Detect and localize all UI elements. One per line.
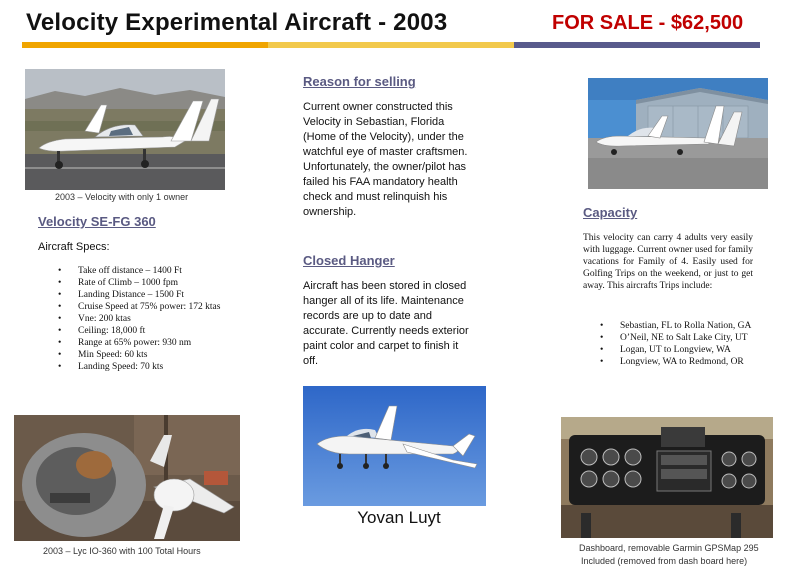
trips-list — [586, 320, 762, 368]
aircraft-flight-photo — [303, 386, 486, 506]
page-title: Velocity Experimental Aircraft - 2003 — [26, 9, 448, 36]
list-item: • Vne: 200 ktas — [44, 313, 244, 325]
rule-navy-segment — [514, 42, 760, 48]
list-item: • Landing Distance – 1500 Ft — [44, 289, 244, 301]
dashboard-photo — [561, 417, 773, 538]
photo-caption: Included (removed from dash board here) — [581, 556, 748, 566]
specs-list — [44, 265, 244, 373]
photo-caption: 2003 – Velocity with only 1 owner — [55, 192, 189, 202]
owner-name: Yovan Luyt — [357, 508, 441, 527]
list-item: • Take off distance – 1400 Ft — [44, 265, 244, 277]
list-item: • Range at 65% power: 930 nm — [44, 337, 244, 349]
rule-orange-segment — [22, 42, 268, 48]
list-item: • Cruise Speed at 75% power: 172 ktas — [44, 301, 244, 313]
list-item: • Rate of Climb – 1000 fpm — [44, 277, 244, 289]
reason-heading: Reason for selling — [303, 74, 416, 89]
list-item: • Longview, WA to Redmond, OR — [586, 356, 762, 368]
photo-caption: Dashboard, removable Garmin GPSMap 295 — [579, 543, 759, 553]
capacity-body: This velocity can carry 4 adults very easily with luggage. Current owner used for family vacations for Family of 4. Easily used for Golfing Trips on the weekend, or just to get away. This aircrafts Trips include: — [583, 233, 753, 291]
aircraft-hangar-photo — [588, 78, 768, 189]
aircraft-runway-photo — [25, 69, 225, 190]
rule-gold-segment — [268, 42, 514, 48]
reason-body: Current owner constructed this Velocity in Sebastian, Florida (Home of the Velocity), under the watchful eye of master craftsmen. Unfortunately, the owner/pilot has failed his FAA mandatory health check and must relinquish his ownership. — [303, 101, 468, 218]
specs-heading: Velocity SE-FG 360 — [38, 214, 156, 229]
engine-photo — [14, 415, 240, 541]
photo-caption: 2003 – Lyc IO-360 with 100 Total Hours — [43, 546, 201, 556]
hangar-body: Aircraft has been stored in closed hanger all of its life. Maintenance records are up to date and accurate. Currently needs exterior paint color and carpet to finish it off. — [303, 280, 469, 367]
price-banner: FOR SALE - $62,500 — [552, 12, 744, 34]
capacity-heading: Capacity — [583, 205, 638, 220]
specs-intro: Aircraft Specs: — [38, 241, 110, 253]
list-item: • Sebastian, FL to Rolla Nation, GA — [586, 320, 762, 332]
list-item: • Min Speed: 60 kts — [44, 349, 244, 361]
header-rule — [22, 42, 760, 48]
list-item: • O’Neil, NE to Salt Lake City, UT — [586, 332, 762, 344]
list-item: • Landing Speed: 70 kts — [44, 361, 244, 373]
hangar-heading: Closed Hanger — [303, 253, 395, 268]
list-item: • Ceiling: 18,000 ft — [44, 325, 244, 337]
list-item: • Logan, UT to Longview, WA — [586, 344, 762, 356]
